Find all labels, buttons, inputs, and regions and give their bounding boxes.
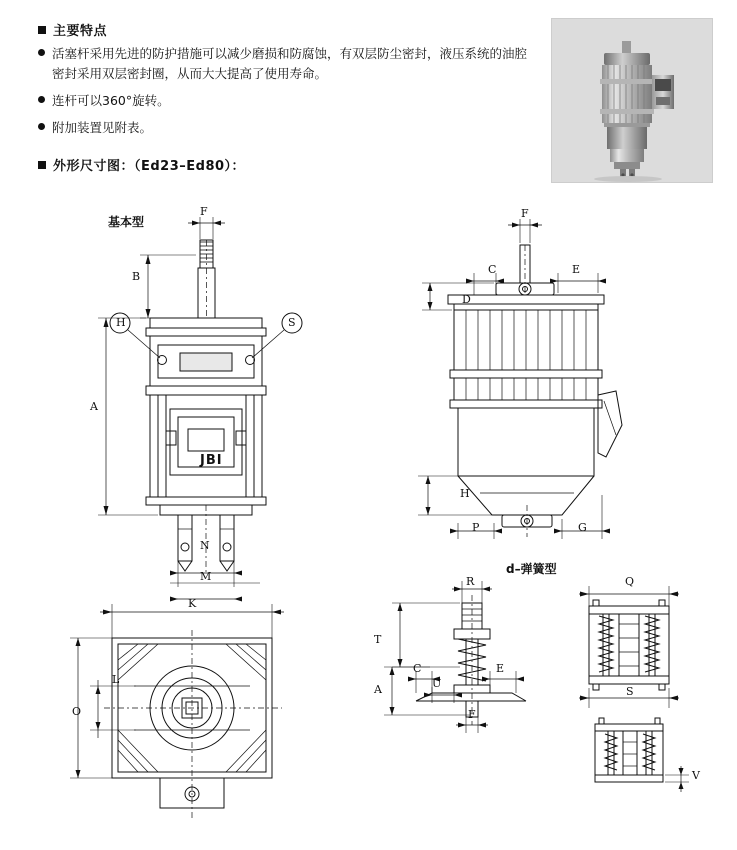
list-item	[38, 44, 528, 84]
dimension-label-S: S	[288, 316, 296, 329]
dimension-label-C-spring: C	[413, 662, 422, 675]
dimension-label-H-side: H	[460, 487, 470, 500]
features-list	[38, 44, 528, 145]
dimension-label-A-spring: A	[374, 683, 382, 696]
dimension-label-L: L	[112, 673, 120, 686]
dimension-label-A: A	[90, 400, 98, 413]
dimension-label-Q: Q	[625, 575, 635, 588]
product-photo-image	[552, 19, 712, 182]
dimension-label-E: E	[572, 263, 581, 276]
dimension-label-G: G	[578, 521, 587, 534]
technical-drawings	[0, 185, 737, 835]
list-item	[38, 118, 528, 138]
square-bullet-icon	[38, 26, 46, 34]
feature-text: 附加装置见附表。	[52, 120, 153, 135]
dimension-label-P: P	[472, 521, 480, 534]
dimension-label-F-side: F	[521, 207, 529, 220]
dimensions-section-heading	[38, 155, 245, 174]
dimension-label-V: V	[692, 769, 700, 782]
front-view-drawing	[20, 195, 360, 615]
dimension-label-U: U	[432, 677, 442, 690]
spring-view-title: d–弹簧型	[506, 562, 557, 576]
dimension-label-O: O	[72, 705, 82, 718]
bullet-dot-icon	[38, 49, 45, 56]
spring-section-drawings	[565, 580, 705, 810]
feature-text: 连杆可以360°旋转。	[52, 93, 170, 108]
dimension-label-K: K	[188, 597, 197, 610]
dimension-label-M: M	[200, 570, 212, 583]
feature-text: 活塞杆采用先进的防护措施可以减少磨损和防腐蚀，有双层防尘密封，液压系统的油腔密封采用双层密封圈，从而大大提高了使用寿命。	[52, 46, 528, 81]
square-bullet-icon	[38, 161, 46, 169]
side-view-drawing	[370, 195, 700, 575]
dimension-label-H: H	[116, 316, 126, 329]
product-photo	[551, 18, 713, 183]
dimension-label-D: C	[488, 263, 497, 276]
features-heading-text: 主要特点	[53, 24, 108, 39]
basic-view-title: 基本型	[108, 215, 145, 229]
dimension-label-E-spring: E	[496, 662, 505, 675]
features-section-heading	[38, 20, 107, 39]
dimension-label-F: F	[200, 205, 208, 218]
dimensions-heading-text: 外形尺寸图：（Ed23–Ed80）：	[53, 159, 246, 174]
dimension-label-F-spring: F	[468, 708, 476, 721]
bottom-view-drawing	[60, 590, 360, 840]
dimension-label-C: D	[462, 293, 471, 306]
dimension-label-T: T	[374, 633, 382, 646]
dimension-label-B: B	[132, 270, 141, 283]
dimension-label-S: S	[626, 685, 634, 698]
bullet-dot-icon	[38, 96, 45, 103]
bullet-dot-icon	[38, 123, 45, 130]
list-item	[38, 91, 528, 111]
dimension-label-R: R	[466, 575, 475, 588]
dimension-label-N: N	[200, 539, 210, 552]
body-brand-text: JBI	[200, 453, 223, 468]
spring-type-drawing	[370, 575, 550, 755]
